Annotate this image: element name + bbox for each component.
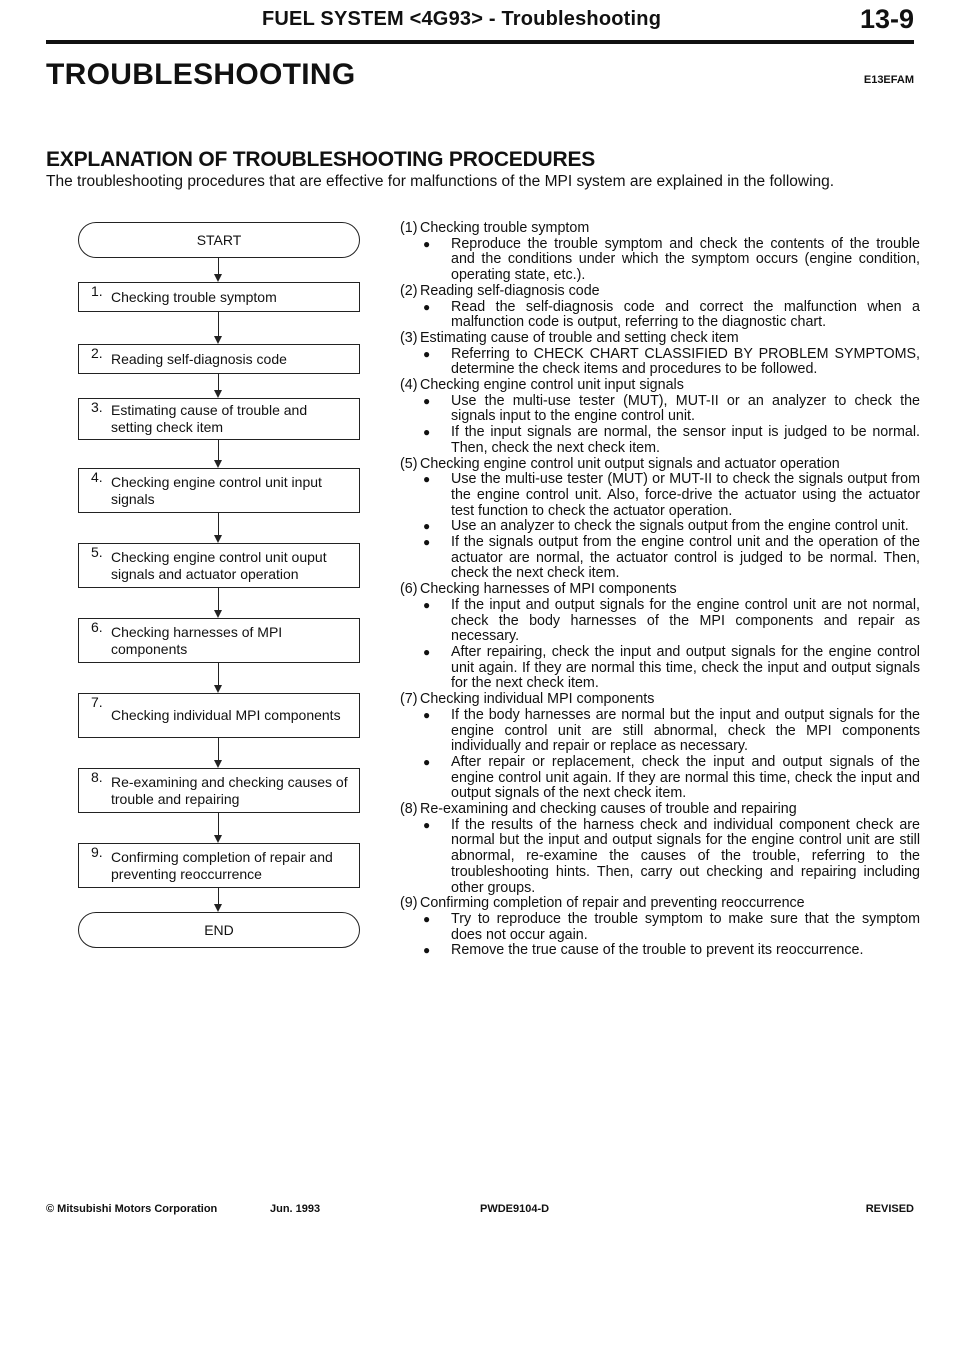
bullet-text: If the input signals are normal, the sensor input is judged to be normal. Then, check the next check item.	[451, 424, 920, 456]
step-heading	[400, 284, 920, 300]
step-title: Checking engine control unit input signals	[420, 377, 684, 394]
step-item	[400, 378, 920, 457]
bullet-text: Use an analyzer to check the signals output from the engine control unit.	[451, 518, 909, 535]
flow-box-number: 6.	[91, 619, 103, 635]
subsection-title: EXPLANATION OF TROUBLESHOOTING PROCEDURES	[46, 148, 596, 171]
step-bullet	[400, 519, 920, 535]
flow-arrow-icon	[214, 535, 222, 543]
bullet-icon: ●	[423, 299, 431, 314]
step-title: Re-examining and checking causes of trouble and repairing	[420, 801, 797, 818]
step-bullet	[400, 237, 920, 284]
flow-box-number: 9.	[91, 844, 103, 860]
bullet-text: Read the self-diagnosis code and correct the malfunction when a malfunction code is output, referring to the diagnostic chart.	[451, 298, 920, 331]
step-explanations	[400, 221, 920, 959]
flow-box-8	[78, 768, 360, 813]
bullet-text: If the results of the harness check and individual component check are normal but the input and output signals for the engine control unit are still abnormal, re-examine the causes of the trouble, referring to the troubleshooting hints. Then, carry out checking and repairing including other groups.	[451, 816, 920, 896]
bullet-icon: ●	[423, 236, 431, 251]
step-item	[400, 896, 920, 959]
step-bullet	[400, 708, 920, 755]
flow-box-text: Confirming completion of repair and preventing reoccurrence	[111, 848, 333, 882]
flow-start-terminal	[78, 222, 360, 258]
step-bullet	[400, 535, 920, 582]
flow-arrow-icon	[214, 336, 222, 344]
bullet-icon: ●	[423, 535, 431, 550]
page-number: 13-9	[859, 4, 914, 34]
step-bullet	[400, 425, 920, 456]
running-header-title: FUEL SYSTEM <4G93> - Troubleshooting	[262, 8, 662, 30]
flow-arrow-icon	[214, 835, 222, 843]
bullet-text: Try to reproduce the trouble symptom to make sure that the symptom does not occur again.	[451, 910, 920, 943]
flow-box-number: 8.	[91, 769, 103, 785]
flow-arrow-icon	[214, 760, 222, 768]
step-heading	[400, 802, 920, 818]
bullet-text: If the signals output from the engine control unit and the operation of the actuator are normal, the actuator control is judged to be normal. Then, check the next check item.	[451, 534, 920, 582]
bullet-text: If the input and output signals for the engine control unit are not normal, check the body harnesses of the MPI components and repair as necessary.	[451, 596, 920, 645]
step-title: Confirming completion of repair and preventing reoccurrence	[420, 895, 805, 912]
step-title: Checking trouble symptom	[420, 220, 590, 236]
flow-box-number: 1.	[91, 283, 103, 299]
bullet-text: After repair or replacement, check the input and output signals of the engine control unit again. If they are normal this time, check the input and output signals of the next check item.	[451, 753, 920, 802]
bullet-icon: ●	[423, 754, 431, 769]
flow-box-5	[78, 543, 360, 588]
intro-paragraph: The troubleshooting procedures that are effective for malfunctions of the MPI system are explained in the following.	[46, 173, 835, 190]
step-item	[400, 457, 920, 583]
troubleshooting-flowchart	[78, 222, 368, 952]
step-bullet	[400, 347, 920, 378]
header-rule	[46, 40, 914, 44]
bullet-icon: ●	[423, 346, 431, 361]
step-title: Reading self-diagnosis code	[420, 282, 600, 299]
flow-box-2	[78, 344, 360, 374]
step-heading	[400, 692, 920, 708]
flow-box-text: Checking engine control unit input signals	[111, 473, 322, 507]
footer-status: REVISED	[865, 1203, 914, 1215]
step-number: (9)	[400, 895, 418, 912]
step-number: (1)	[400, 220, 418, 236]
bullet-icon: ●	[423, 644, 431, 659]
step-bullet	[400, 755, 920, 802]
step-item	[400, 331, 920, 378]
bullet-text: If the body harnesses are normal but the input and output signals for the engine control unit are still abnormal, check the MPI components individually and repair or replace as necessary.	[451, 706, 920, 755]
bullet-icon: ●	[423, 817, 431, 832]
bullet-icon: ●	[423, 425, 431, 440]
flow-arrow-icon	[214, 390, 222, 398]
step-bullet	[400, 300, 920, 331]
bullet-text: After repairing, check the input and output signals for the engine control unit again. If they are normal this time, check the input and output signals for the next check item.	[451, 643, 920, 692]
flow-box-text: Checking engine control unit ouput signals and actuator operation	[111, 548, 327, 582]
bullet-text: Use the multi-use tester (MUT) or MUT-II to check the signals output from the engine control unit. Also, force-drive the actuator using the actuator test function to check the actuator operation.	[451, 471, 920, 519]
flow-arrow-icon	[214, 460, 222, 468]
flow-end-terminal	[78, 912, 360, 948]
flow-box-number: 2.	[91, 345, 103, 361]
step-number: (6)	[400, 581, 418, 598]
step-bullet	[400, 394, 920, 425]
step-title: Checking engine control unit output signals and actuator operation	[420, 455, 840, 472]
flow-box-text: Checking trouble symptom	[111, 288, 277, 305]
step-number: (8)	[400, 801, 418, 818]
flow-start-label: START	[196, 232, 242, 248]
step-item	[400, 802, 920, 896]
flow-box-text: Checking individual MPI components	[111, 707, 341, 723]
bullet-text: Remove the true cause of the trouble to prevent its reoccurrence.	[451, 942, 864, 959]
step-heading	[400, 896, 920, 912]
flow-arrow-icon	[214, 610, 222, 618]
step-heading	[400, 221, 920, 237]
step-title: Estimating cause of trouble and setting check item	[420, 329, 739, 346]
flow-end-label: END	[204, 922, 234, 938]
flow-arrow-icon	[214, 685, 222, 693]
step-item	[400, 221, 920, 284]
flow-box-9	[78, 843, 360, 888]
step-item	[400, 284, 920, 331]
flow-box-number: 4.	[91, 469, 103, 485]
bullet-text: Referring to CHECK CHART CLASSIFIED BY PROBLEM SYMPTOMS, determine the check items and procedures to be followed.	[451, 345, 920, 378]
bullet-icon: ●	[423, 393, 431, 408]
bullet-text: Use the multi-use tester (MUT), MUT-II or an analyzer to check the signals input to the engine control unit.	[451, 392, 920, 425]
step-heading	[400, 457, 920, 473]
section-title: TROUBLESHOOTING	[46, 58, 356, 91]
flow-box-number: 7.	[91, 694, 103, 710]
step-number: (5)	[400, 455, 418, 472]
step-bullet	[400, 472, 920, 519]
footer-copyright: © Mitsubishi Motors Corporation	[46, 1203, 218, 1215]
step-bullet	[400, 645, 920, 692]
flow-box-text: Checking harnesses of MPI components	[111, 623, 283, 657]
flow-box-number: 3.	[91, 399, 103, 415]
step-bullet	[400, 598, 920, 645]
section-code: E13EFAM	[863, 74, 914, 86]
bullet-icon: ●	[423, 597, 431, 612]
step-item	[400, 582, 920, 692]
footer-doc-code: PWDE9104-D	[480, 1203, 550, 1215]
flow-box-3	[78, 398, 360, 440]
bullet-icon: ●	[423, 707, 431, 722]
flow-box-1	[78, 282, 360, 312]
step-title: Checking harnesses of MPI components	[420, 581, 677, 598]
step-number: (7)	[400, 691, 418, 708]
step-heading	[400, 331, 920, 347]
step-item	[400, 692, 920, 802]
step-bullet	[400, 943, 920, 959]
flow-arrow-icon	[214, 274, 222, 282]
step-bullet	[400, 912, 920, 943]
flow-box-text: Re-examining and checking causes of trouble and repairing	[111, 773, 348, 807]
step-bullet	[400, 818, 920, 897]
step-number: (2)	[400, 282, 418, 299]
step-heading	[400, 582, 920, 598]
flow-arrow-icon	[214, 904, 222, 912]
flow-box-number: 5.	[91, 544, 103, 560]
bullet-icon: ●	[423, 519, 431, 534]
bullet-icon: ●	[423, 911, 431, 926]
flow-box-6	[78, 618, 360, 663]
step-heading	[400, 378, 920, 394]
flow-box-text: Estimating cause of trouble and setting check item	[111, 402, 308, 435]
step-number: (3)	[400, 329, 418, 346]
flow-box-4	[78, 468, 360, 513]
bullet-icon: ●	[423, 472, 431, 487]
footer-date: Jun. 1993	[270, 1203, 321, 1215]
bullet-text: Reproduce the trouble symptom and check the contents of the trouble and the conditions under which the symptom occurs (engine condition, operating state, etc.).	[451, 235, 920, 284]
flow-box-text: Reading self-diagnosis code	[111, 350, 287, 367]
step-number: (4)	[400, 377, 418, 394]
bullet-icon: ●	[423, 943, 431, 958]
flow-box-7	[78, 693, 360, 738]
step-title: Checking individual MPI components	[420, 691, 655, 708]
